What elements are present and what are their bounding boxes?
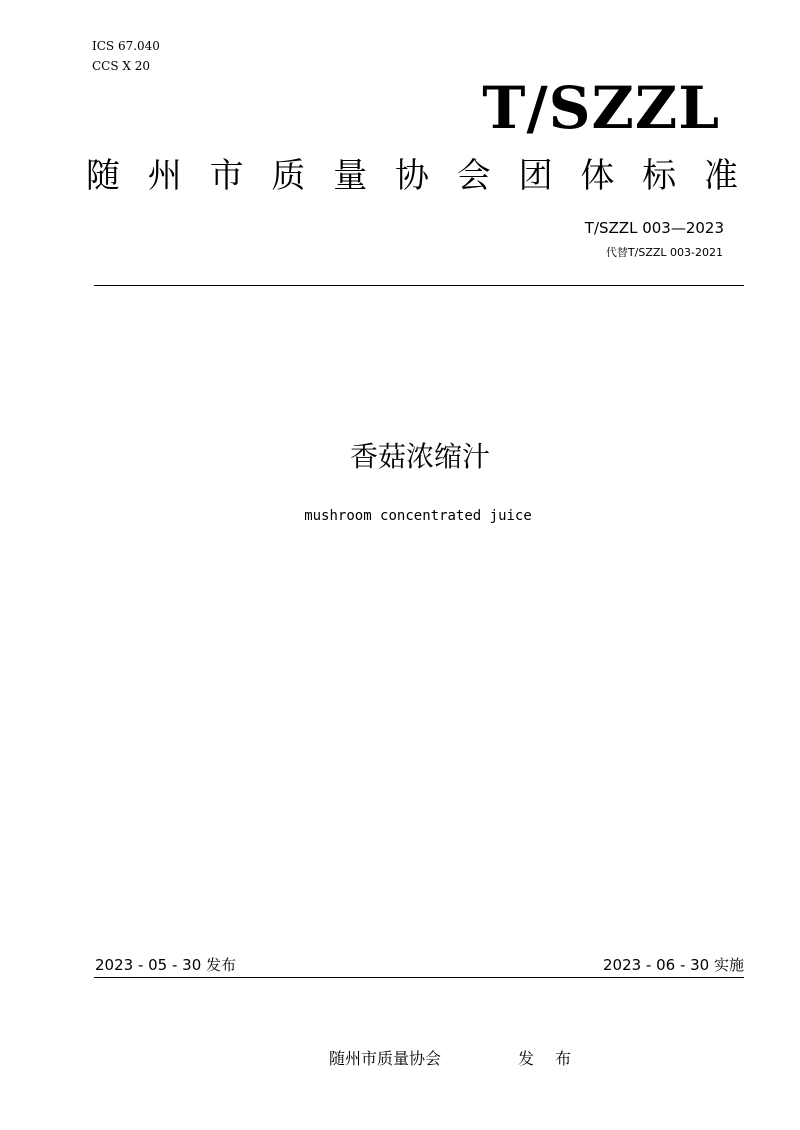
publish-date: 2023 - 05 - 30 发布 (95, 956, 237, 974)
org-title-char: 随 (86, 156, 120, 196)
footer-divider (94, 977, 744, 978)
org-title-char: 会 (456, 156, 491, 196)
org-title-char: 标 (642, 156, 677, 196)
ics-code: ICS 67.040 (92, 39, 160, 53)
issue-label: 发 布 (518, 1049, 580, 1068)
organization-title (86, 154, 738, 198)
replaces-standard: 代替T/SZZL 003-2021 (605, 246, 723, 259)
standard-number: T/SZZL 003—2023 (584, 219, 724, 237)
document-title-chinese: 香菇浓缩汁 (349, 440, 490, 473)
org-title-char: 协 (394, 156, 429, 196)
org-title-char: 量 (333, 156, 368, 196)
implement-date: 2023 - 06 - 30 实施 (602, 956, 744, 974)
org-title-char: 团 (518, 156, 553, 196)
org-title-char: 准 (703, 156, 738, 196)
issuing-organization: 随州市质量协会 (329, 1049, 442, 1068)
org-title-char: 体 (580, 156, 615, 196)
org-title-char: 州 (147, 156, 182, 196)
document-title-english: mushroom concentrated juice (304, 508, 532, 524)
org-title-char: 市 (209, 156, 244, 196)
org-title-char: 质 (271, 156, 306, 196)
standard-logo: T/SZZL (482, 74, 720, 142)
header-divider (94, 285, 744, 286)
ccs-code: CCS X 20 (92, 59, 151, 73)
